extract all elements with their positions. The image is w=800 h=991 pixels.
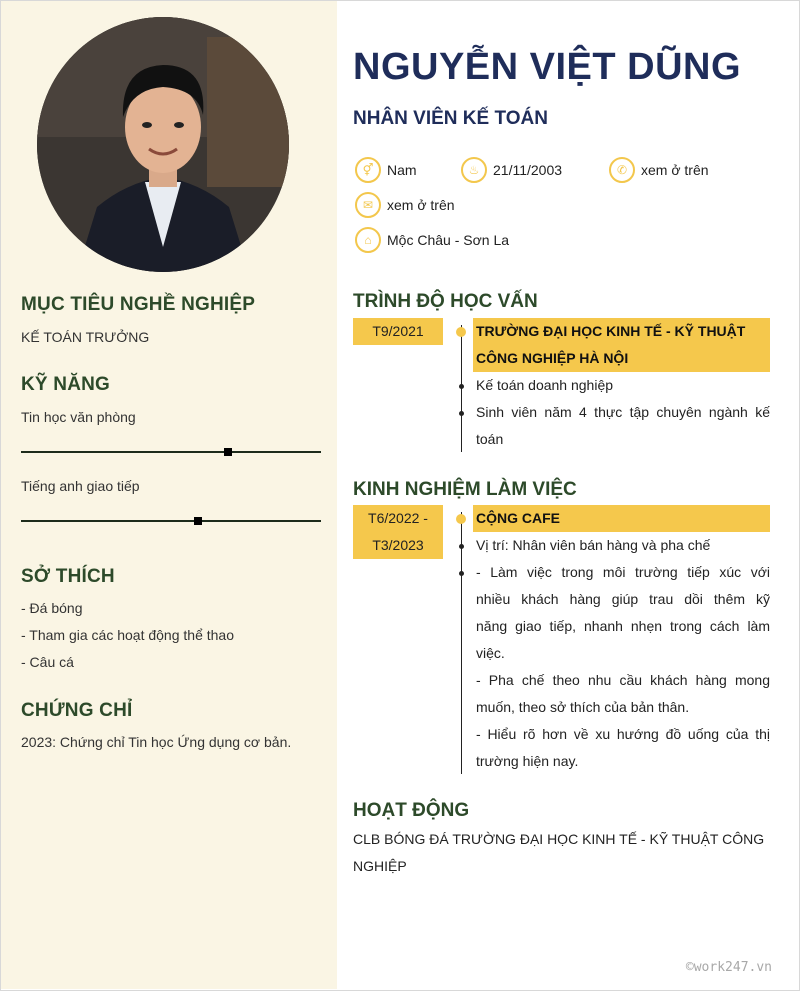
watermark: ©work247.vn [685, 960, 772, 975]
school-name-line: TRƯỜNG ĐẠI HỌC KINH TẾ - KỸ THUẬT [476, 323, 746, 339]
education-date: T9/2021 [353, 318, 443, 345]
job-title: NHÂN VIÊN KẾ TOÁN [353, 108, 548, 129]
skill-bar [21, 451, 321, 453]
phone-info [609, 157, 709, 183]
bullet-dot [459, 544, 464, 549]
objective-heading: MỤC TIÊU NGHỀ NGHIỆP [21, 294, 256, 315]
email-info [355, 192, 455, 218]
bullet-dot [459, 571, 464, 576]
experience-line: - Hiểu rõ hơn về xu hướng đồ uống của thị [476, 726, 770, 742]
timeline-dot [456, 514, 466, 524]
gender-value: Nam [387, 162, 417, 178]
certificate-item: 2023: Chứng chỉ Tin học Ứng dụng cơ bản. [21, 734, 292, 750]
company-name: CỘNG CAFE [473, 505, 770, 532]
email-value: xem ở trên [387, 197, 455, 213]
experience-date [353, 505, 443, 559]
skill-level-marker [194, 517, 202, 525]
candidate-name: NGUYỄN VIỆT DŨNG [353, 46, 742, 88]
address-value: Mộc Châu - Sơn La [387, 232, 510, 248]
school-name [473, 318, 770, 372]
objective-text: KẾ TOÁN TRƯỞNG [21, 329, 150, 345]
hobby-item: - Tham gia các hoạt động thể thao [21, 627, 234, 643]
experience-line: muốn, theo sở thích của bản thân. [476, 699, 690, 715]
skill-label: Tiếng anh giao tiếp [21, 478, 140, 494]
profile-photo [37, 17, 289, 272]
birthday-cake-icon: ♨ [461, 157, 487, 183]
activities-heading: HOẠT ĐỘNG [353, 800, 470, 821]
hobbies-heading: SỞ THÍCH [21, 566, 115, 587]
bullet-dot [459, 384, 464, 389]
birthday-info [461, 157, 562, 183]
timeline-line [461, 512, 462, 774]
experience-description [476, 559, 770, 775]
skill-level-marker [224, 448, 232, 456]
activity-line: NGHIỆP [353, 858, 407, 874]
gender-info [355, 157, 417, 183]
bullet-dot [459, 411, 464, 416]
gender-icon: ⚥ [355, 157, 381, 183]
location-icon: ⌂ [355, 227, 381, 253]
experience-date-line: T6/2022 - [368, 510, 428, 526]
experience-heading: KINH NGHIỆM LÀM VIỆC [353, 479, 577, 500]
skill-bar [21, 520, 321, 522]
education-detail-line: Sinh viên năm 4 thực tập chuyên ngành kế [476, 404, 770, 420]
certificates-heading: CHỨNG CHỈ [21, 700, 133, 721]
activity-text [353, 826, 773, 880]
experience-position: Vị trí: Nhân viên bán hàng và pha chế [476, 537, 711, 553]
education-detail [476, 399, 770, 453]
skill-label: Tin học văn phòng [21, 409, 136, 425]
experience-line: trường hiện nay. [476, 753, 579, 769]
phone-icon: ✆ [609, 157, 635, 183]
birthday-value: 21/11/2003 [493, 162, 563, 178]
timeline-dot [456, 327, 466, 337]
experience-line: nhiều khách hàng giúp trau dồi thêm kỹ [476, 591, 770, 607]
education-detail-line: toán [476, 431, 504, 447]
address-info [355, 227, 509, 253]
phone-value: xem ở trên [641, 162, 709, 178]
experience-date-line: T3/2023 [372, 537, 424, 553]
hobby-item: - Câu cá [21, 654, 74, 670]
skills-heading: KỸ NĂNG [21, 374, 111, 395]
hobby-item: - Đá bóng [21, 600, 83, 616]
experience-line: - Làm việc trong môi trường tiếp xúc với [476, 564, 770, 580]
email-icon: ✉ [355, 192, 381, 218]
education-major: Kế toán doanh nghiệp [476, 377, 614, 393]
experience-line: - Pha chế theo nhu cầu khách hàng mong [476, 672, 770, 688]
experience-line: việc. [476, 645, 505, 661]
education-heading: TRÌNH ĐỘ HỌC VẤN [353, 291, 538, 312]
activity-line: CLB BÓNG ĐÁ TRƯỜNG ĐẠI HỌC KINH TẾ - KỸ THUẬT CÔNG [353, 831, 765, 847]
experience-line: năng giao tiếp, nhanh nhẹn trong cách làm [476, 618, 770, 634]
school-name-line: CÔNG NGHIỆP HÀ NỘI [476, 350, 629, 366]
